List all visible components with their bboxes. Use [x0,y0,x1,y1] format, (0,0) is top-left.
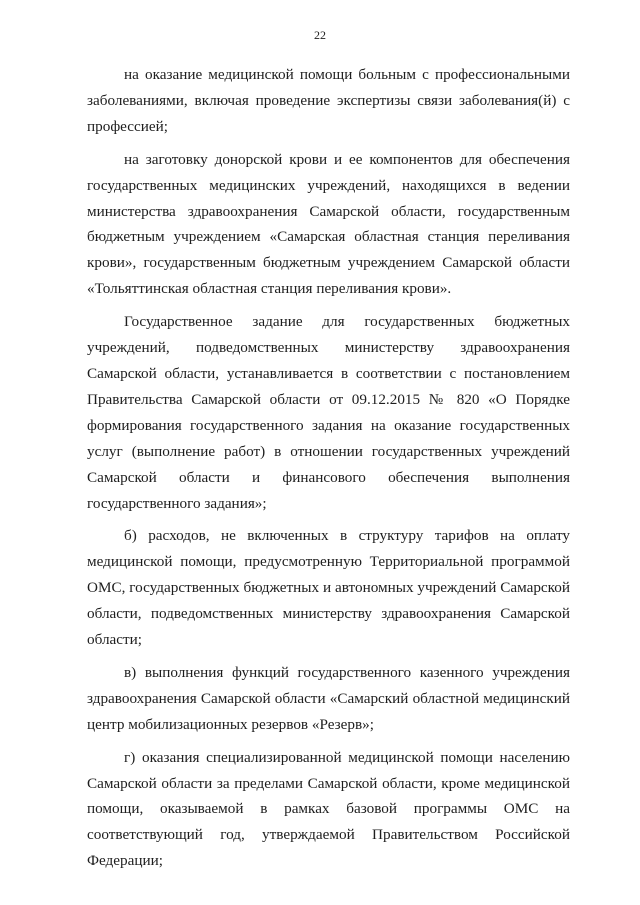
paragraph-item-b: б) расходов, не включенных в структуру тарифов на оплату медицинской помощи, предусмотренную Территориальной программой ОМС, государственных бюджетных и автономных учреждений Самарской области, подведомственных министерству здравоохранения Самарской области; [87,527,570,649]
document-body [87,62,570,874]
paragraph-state-assignment: Государственное задание для государственных бюджетных учреждений, подведомственных министерству здравоохранения Самарской области, устанавливается в соответствии с постановлением Правительства Самарской области от 09.12.2015 № 820 «О Порядке формирования государственного задания на оказание государственных услуг (выполнение работ) в отношении государственных учреждений Самарской области и финансового обеспечения выполнения государственного задания»; [87,313,570,512]
paragraph-donor-blood: на заготовку донорской крови и ее компонентов для обеспечения государственных медицинских учреждений, находящихся в ведении министерства здравоохранения Самарской области, государственным бюджетным учреждением «Самарская областная станция переливания крови», государственным бюджетным учреждением Самарской области «Тольяттинская областная станция переливания крови». [87,150,570,298]
paragraph-item-g: г) оказания специализированной медицинской помощи населению Самарской области за пределами Самарской области, кроме медицинской помощи, оказываемой в рамках базовой программы ОМС на соответствующий год, утверждаемой Правительством Российской Федерации; [87,748,570,870]
paragraph-item-v: в) выполнения функций государственного казенного учреждения здравоохранения Самарской области «Самарский областной медицинский центр мобилизационных резервов «Резерв»; [87,663,570,733]
page-number: 22 [314,28,326,42]
paragraph-occupational-diseases: на оказание медицинской помощи больным с профессиональными заболеваниями, включая проведение экспертизы связи заболевания(й) с профессией; [87,66,570,135]
